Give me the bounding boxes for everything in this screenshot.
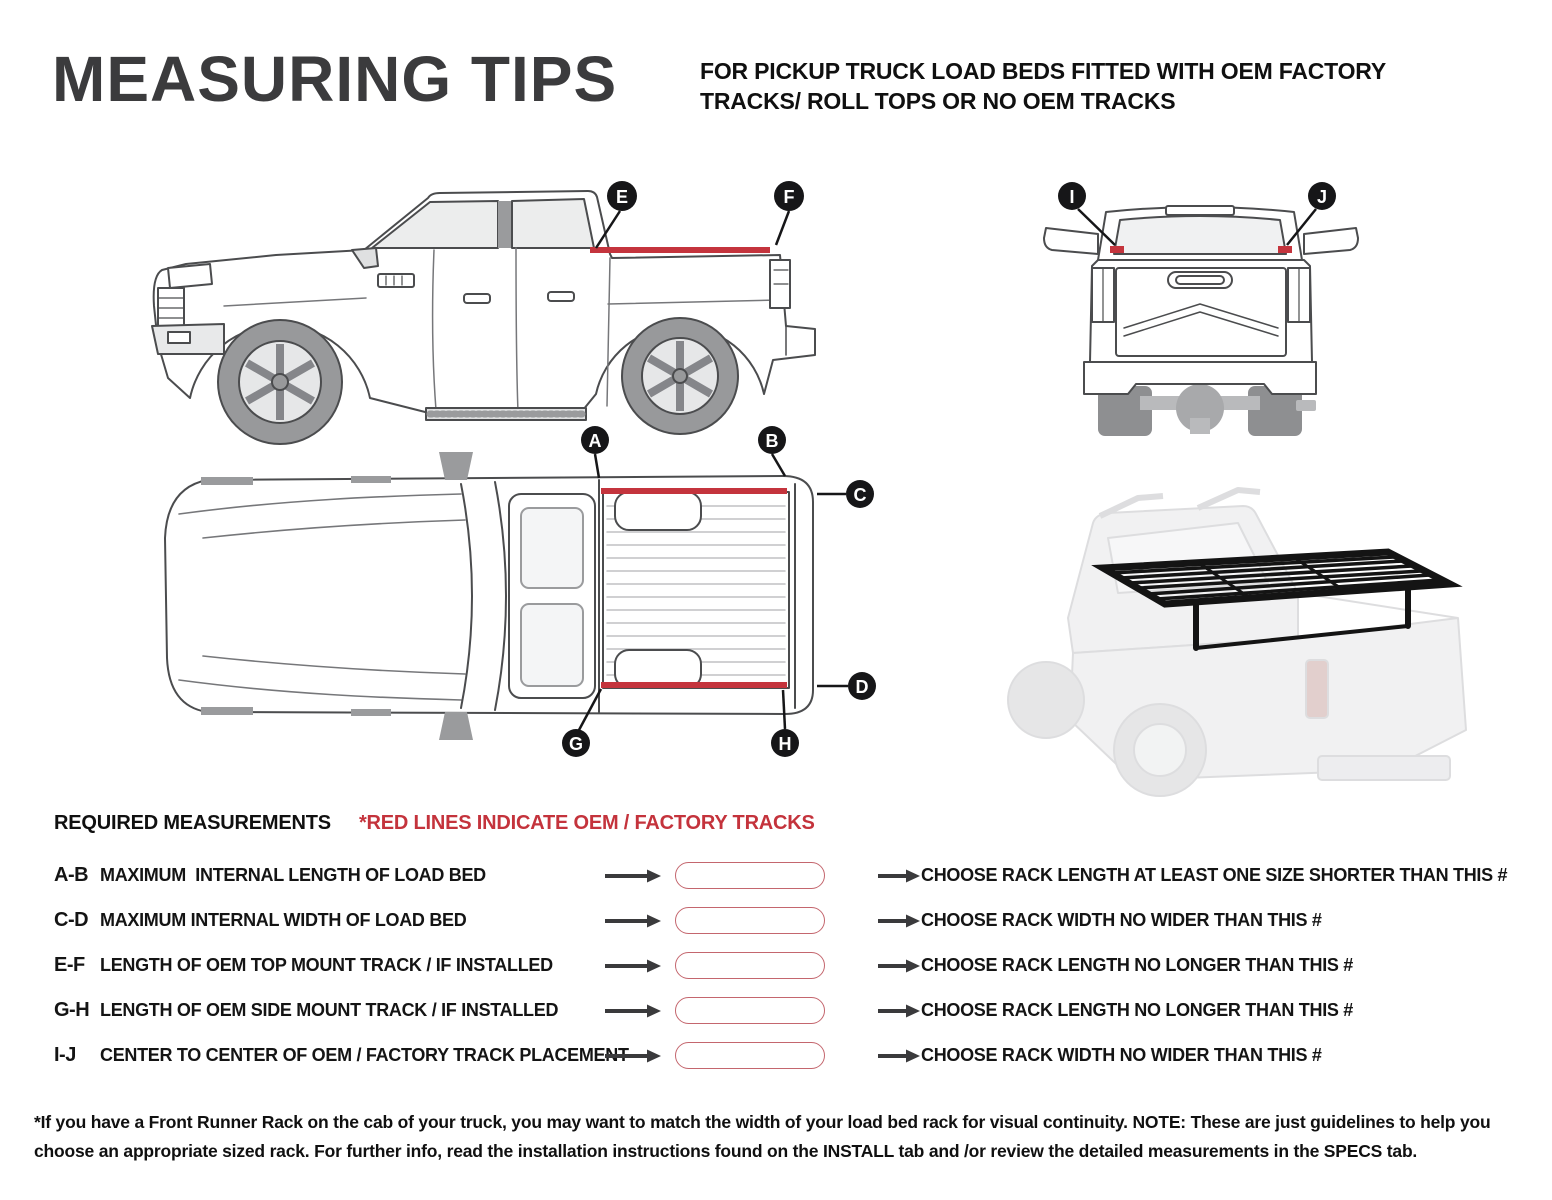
arrow-right-icon xyxy=(833,869,921,883)
row-guidance: CHOOSE RACK WIDTH NO WIDER THAN THIS # xyxy=(921,910,1322,930)
pickup-truck-top-view xyxy=(143,418,915,796)
measurements-table xyxy=(54,853,1514,1078)
arrow-right-icon xyxy=(605,1004,675,1018)
oem-track-bottom-red-line xyxy=(601,682,787,688)
row-description: MAXIMUM INTERNAL LENGTH OF LOAD BED xyxy=(100,865,486,885)
row-guidance: CHOOSE RACK LENGTH NO LONGER THAN THIS # xyxy=(921,1000,1354,1020)
measurement-input-cd[interactable] xyxy=(675,907,825,934)
marker-H-icon xyxy=(771,729,799,757)
row-code: I-J xyxy=(54,1044,76,1066)
oem-track-top-red-line xyxy=(601,488,787,494)
marker-A-icon xyxy=(581,426,609,454)
row-description: CENTER TO CENTER OF OEM / FACTORY TRACK PLACEMENT xyxy=(100,1045,629,1065)
marker-F-icon xyxy=(774,181,804,211)
page-subtitle: FOR PICKUP TRUCK LOAD BEDS FITTED WITH OEM FACTORY TRACKS/ ROLL TOPS OR NO OEM TRACKS xyxy=(700,58,1386,114)
arrow-right-icon xyxy=(833,959,921,973)
red-lines-legend: *RED LINES INDICATE OEM / FACTORY TRACKS xyxy=(358,812,815,834)
svg-text:F: F xyxy=(783,187,795,207)
svg-text:C: C xyxy=(853,485,867,505)
required-measurements-heading-row xyxy=(54,812,815,835)
row-code: C-D xyxy=(54,909,89,931)
measurement-input-gh[interactable] xyxy=(675,997,825,1024)
measurement-input-ef[interactable] xyxy=(675,952,825,979)
arrow-right-icon xyxy=(605,869,675,883)
svg-text:J: J xyxy=(1316,187,1328,207)
oem-track-center-left-red-mark xyxy=(1110,246,1124,253)
marker-E-icon xyxy=(607,181,637,211)
marker-B-icon xyxy=(758,426,786,454)
marker-G-icon xyxy=(562,729,590,757)
measurement-row-gh xyxy=(54,988,1514,1033)
pickup-load-bed-rack-photo xyxy=(988,468,1480,800)
row-guidance: CHOOSE RACK WIDTH NO WIDER THAN THIS # xyxy=(921,1045,1322,1065)
marker-C-icon xyxy=(846,480,874,508)
row-guidance: CHOOSE RACK LENGTH NO LONGER THAN THIS # xyxy=(921,955,1354,975)
page-title: MEASURING TIPS xyxy=(52,43,618,115)
row-description: LENGTH OF OEM TOP MOUNT TRACK / IF INSTALLED xyxy=(100,955,553,975)
marker-leader-lines xyxy=(596,211,789,248)
arrow-right-icon xyxy=(605,914,675,928)
row-description: MAXIMUM INTERNAL WIDTH OF LOAD BED xyxy=(100,910,467,930)
required-measurements-heading: REQUIRED MEASUREMENTS xyxy=(54,812,331,834)
oem-track-center-right-red-mark xyxy=(1278,246,1292,253)
row-code: G-H xyxy=(54,999,90,1021)
row-guidance: CHOOSE RACK LENGTH AT LEAST ONE SIZE SHORTER THAN THIS # xyxy=(921,865,1508,885)
row-code: E-F xyxy=(54,954,85,976)
measurement-input-ij[interactable] xyxy=(675,1042,825,1069)
arrow-right-icon xyxy=(605,959,675,973)
svg-text:B: B xyxy=(765,431,779,451)
svg-text:E: E xyxy=(615,187,629,207)
oem-top-track-red-line xyxy=(590,247,770,253)
svg-text:H: H xyxy=(778,734,792,754)
measurement-row-ab xyxy=(54,853,1514,898)
measurement-row-ij xyxy=(54,1033,1514,1078)
row-code: A-B xyxy=(54,864,89,886)
marker-I-icon xyxy=(1058,182,1086,210)
arrow-right-icon xyxy=(833,914,921,928)
marker-D-icon xyxy=(848,672,876,700)
measurement-row-cd xyxy=(54,898,1514,943)
pickup-truck-side-view xyxy=(128,158,852,450)
arrow-right-icon xyxy=(605,1049,675,1063)
marker-J-icon xyxy=(1308,182,1336,210)
svg-text:G: G xyxy=(568,734,584,754)
arrow-right-icon xyxy=(833,1004,921,1018)
footnote: *If you have a Front Runner Rack on the cab of your truck, you may want to match the width of your load bed rack for visual continuity. NOTE: These are just guidelines to help you choose an appropriate sized rack. For further info, read the installation instructions found on the INSTALL tab and /or review the detailed measurements in the SPECS tab. xyxy=(34,1112,1491,1161)
arrow-right-icon xyxy=(833,1049,921,1063)
row-description: LENGTH OF OEM SIDE MOUNT TRACK / IF INSTALLED xyxy=(100,1000,559,1020)
measurement-input-ab[interactable] xyxy=(675,862,825,889)
pickup-truck-rear-view xyxy=(1040,172,1362,436)
measurement-row-ef xyxy=(54,943,1514,988)
svg-text:D: D xyxy=(855,677,869,697)
svg-text:I: I xyxy=(1069,187,1075,207)
svg-text:A: A xyxy=(588,431,602,451)
